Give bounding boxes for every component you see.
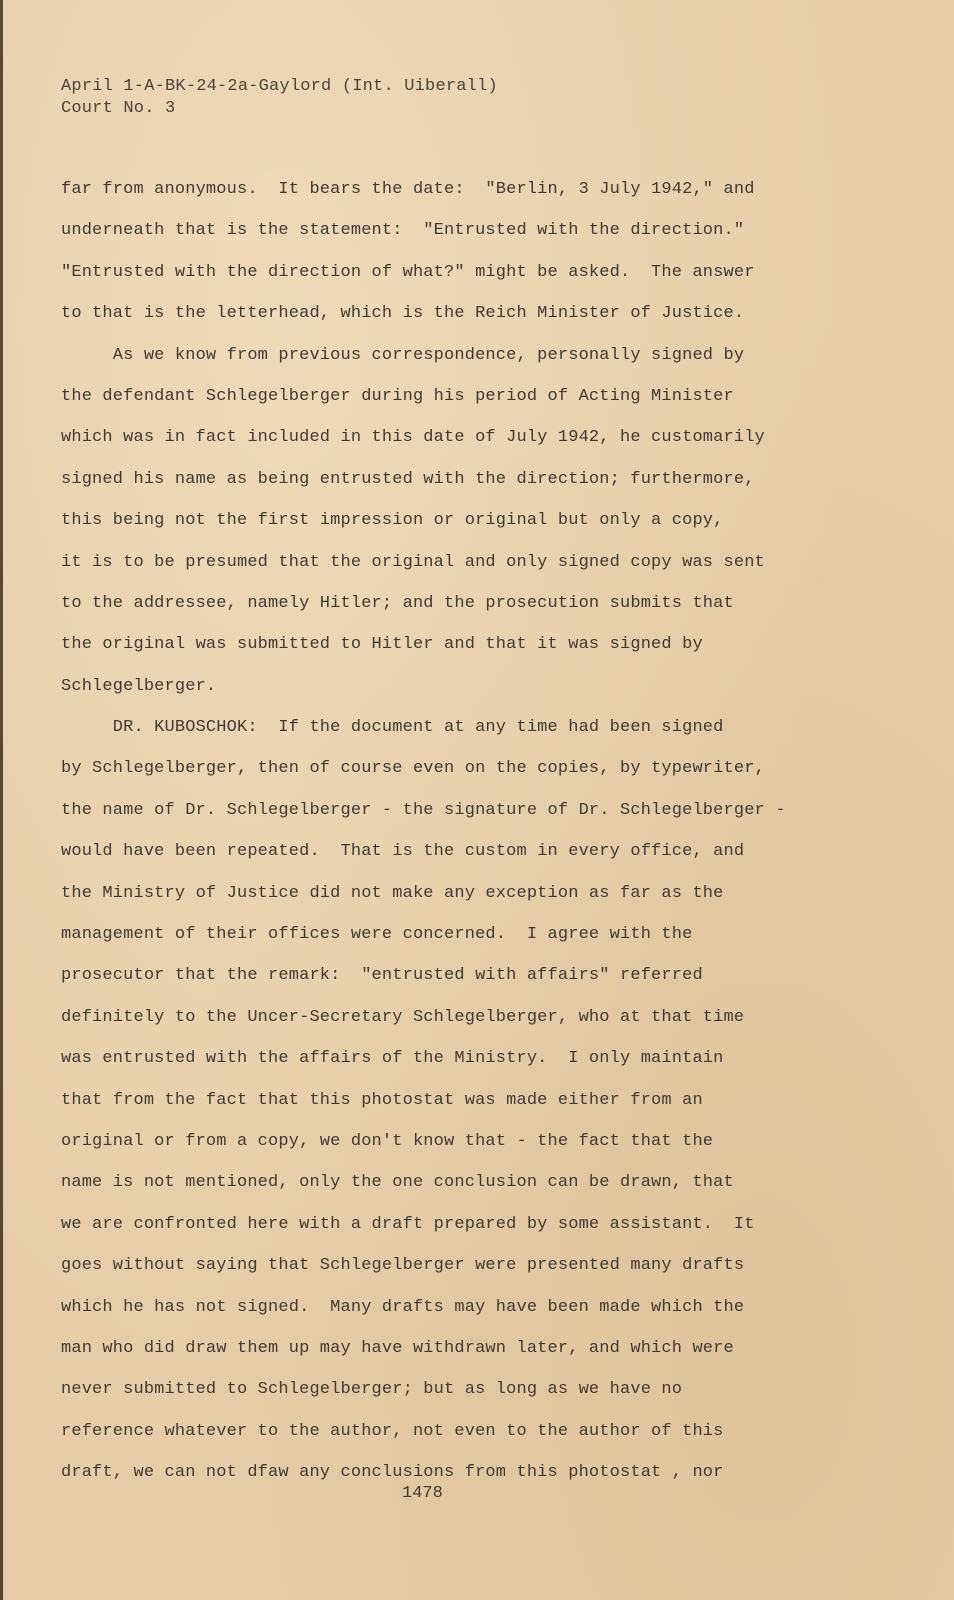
text-line: As we know from previous correspondence, personally signed by <box>61 345 745 365</box>
page-number: 1478 <box>402 1484 443 1503</box>
text-line: never submitted to Schlegelberger; but as long as we have no <box>61 1380 683 1400</box>
text-line: prosecutor that the remark: "entrusted with affairs" referred <box>61 966 703 986</box>
text-line: the Ministry of Justice did not make any exception as far as the <box>61 883 724 903</box>
text-line: goes without saying that Schlegelberger were presented many drafts <box>61 1256 745 1276</box>
document-header <box>61 76 498 120</box>
text-line: underneath that is the statement: "Entrusted with the direction." <box>61 221 745 241</box>
transcript-body <box>61 177 901 1502</box>
text-line: definitely to the Uncer-Secretary Schlegelberger, who at that time <box>61 1007 745 1027</box>
text-line: by Schlegelberger, then of course even on the copies, by typewriter, <box>61 759 765 779</box>
page-edge-shadow <box>0 0 3 1600</box>
text-line: this being not the first impression or original but only a copy, <box>61 511 724 531</box>
text-line: which he has not signed. Many drafts may have been made which the <box>61 1297 745 1317</box>
text-line: Schlegelberger. <box>61 676 217 696</box>
text-line: it is to be presumed that the original and only signed copy was sent <box>61 552 765 572</box>
text-line: man who did draw them up may have withdrawn later, and which were <box>61 1338 734 1358</box>
text-line: we are confronted here with a draft prepared by some assistant. It <box>61 1214 755 1234</box>
text-line: DR. KUBOSCHOK: If the document at any time had been signed <box>61 718 724 738</box>
text-line: the defendant Schlegelberger during his period of Acting Minister <box>61 386 734 406</box>
header-reference-line: April 1-A-BK-24-2a-Gaylord (Int. Uiberall) <box>61 77 498 96</box>
text-line: which was in fact included in this date of July 1942, he customarily <box>61 428 765 448</box>
text-line: name is not mentioned, only the one conclusion can be drawn, that <box>61 1173 734 1193</box>
text-line: to that is the letterhead, which is the Reich Minister of Justice. <box>61 304 745 324</box>
text-line: signed his name as being entrusted with the direction; furthermore, <box>61 469 755 489</box>
text-line: would have been repeated. That is the custom in every office, and <box>61 842 745 862</box>
text-line: to the addressee, namely Hitler; and the prosecution submits that <box>61 593 734 613</box>
text-line: original or from a copy, we don't know that - the fact that the <box>61 1131 714 1151</box>
text-line: the original was submitted to Hitler and that it was signed by <box>61 635 703 655</box>
header-court-line: Court No. 3 <box>61 99 176 118</box>
text-line: the name of Dr. Schlegelberger - the signature of Dr. Schlegelberger - <box>61 800 786 820</box>
text-line: far from anonymous. It bears the date: "Berlin, 3 July 1942," and <box>61 180 755 199</box>
text-line: was entrusted with the affairs of the Ministry. I only maintain <box>61 1049 724 1069</box>
text-line: reference whatever to the author, not even to the author of this <box>61 1421 724 1441</box>
text-line: management of their offices were concerned. I agree with the <box>61 925 693 945</box>
text-line: that from the fact that this photostat was made either from an <box>61 1090 703 1110</box>
text-line: "Entrusted with the direction of what?" might be asked. The answer <box>61 262 755 282</box>
text-line: draft, we can not dfaw any conclusions from this photostat , nor <box>61 1463 724 1483</box>
